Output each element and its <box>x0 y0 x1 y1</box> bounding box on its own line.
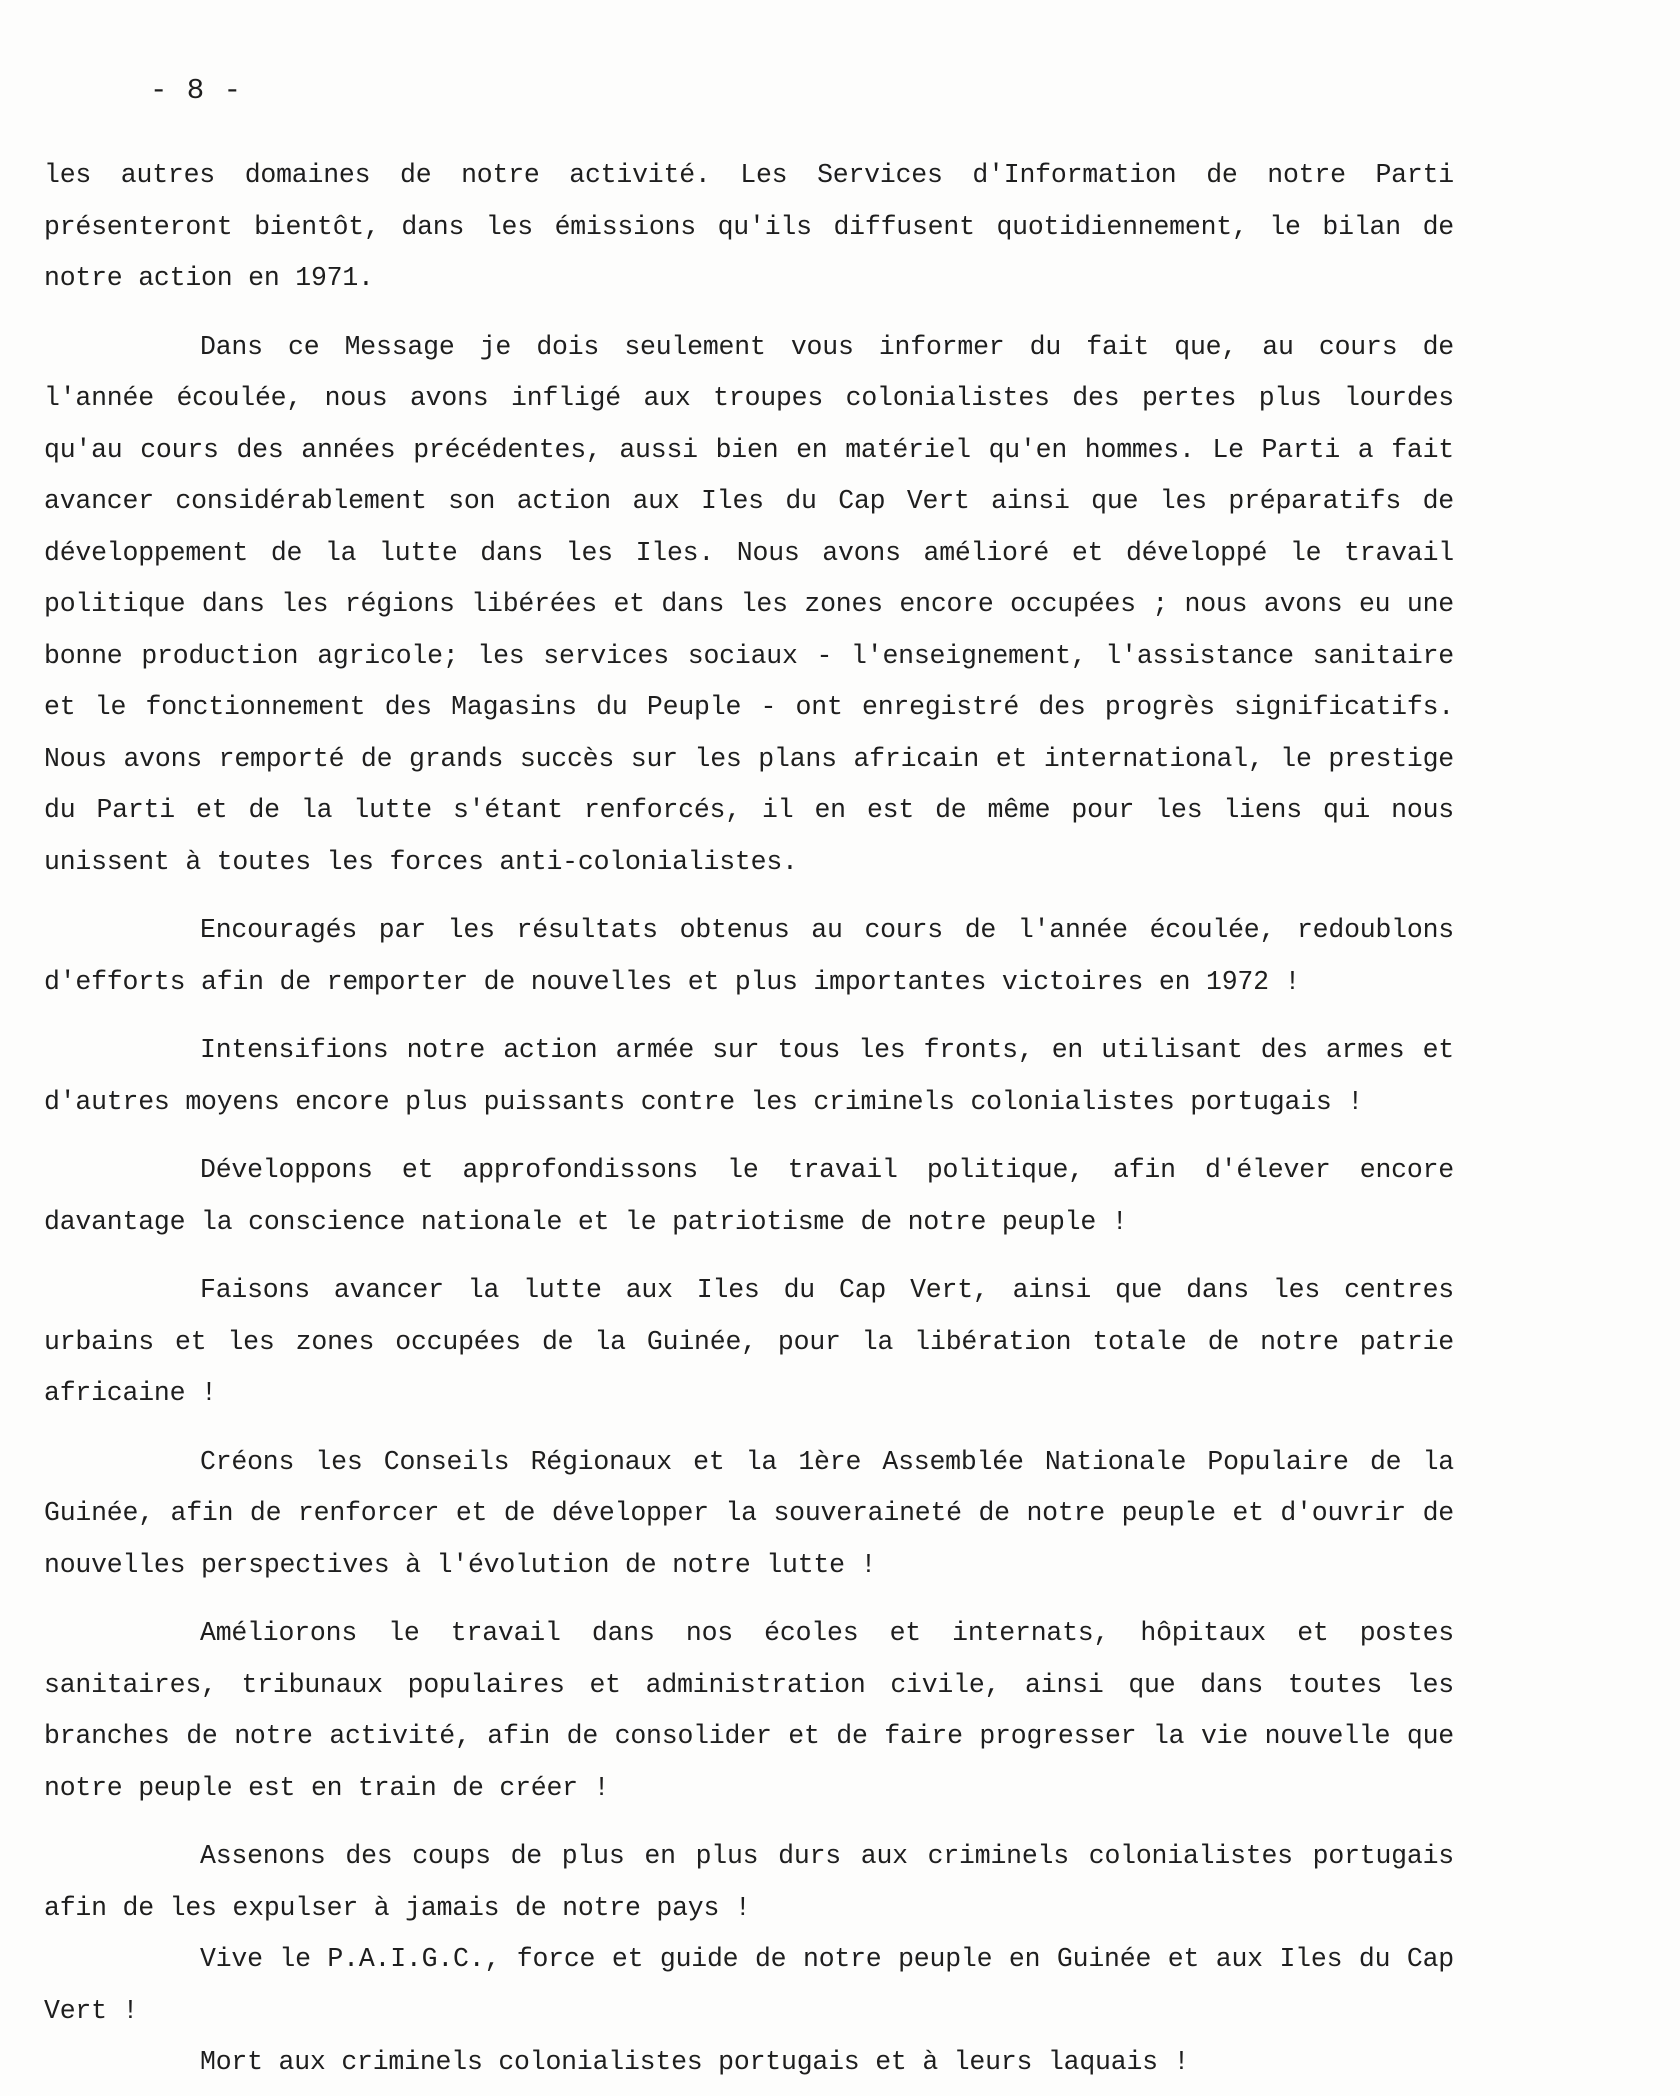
paragraph-schools-hospitals: Améliorons le travail dans nos écoles et internats, hôpitaux et postes sanitaires, tribunaux populaires et administration civile, ainsi que dans toutes les branches de notre activité, afin de consolider et de faire progresser la vie nouvelle que notre peuple est en train de créer ! <box>44 1618 1454 1803</box>
paragraph-continuation: les autres domaines de notre activité. Les Services d'Information de notre Parti présenteront bientôt, dans les émissions qu'ils diffusent quotidiennement, le bilan de notre action en 1971. <box>44 160 1454 293</box>
paragraph-armed-action: Intensifions notre action armée sur tous les fronts, en utilisant des armes et d'autres moyens encore plus puissants contre les criminels colonialistes portugais ! <box>44 1035 1454 1117</box>
paragraph-regional-councils: Créons les Conseils Régionaux et la 1ère Assemblée Nationale Populaire de la Guinée, afin de renforcer et de développer la souveraineté de notre peuple et d'ouvrir de nouvelles perspectives à l'évolution de notre lutte ! <box>44 1446 1454 1580</box>
paragraph-vive-paigc: Vive le P.A.I.G.C., force et guide de notre peuple en Guinée et aux Iles du Cap Vert ! <box>44 1944 1454 2026</box>
paragraph-expel-colonialists: Assenons des coups de plus en plus durs aux criminels colonialistes portugais afin de les expulser à jamais de notre pays ! <box>44 1841 1454 1923</box>
document-body <box>44 150 1454 2089</box>
paragraph-mort-aux-criminels: Mort aux criminels colonialistes portugais et à leurs laquais ! <box>200 2047 1190 2077</box>
paragraph-message-summary: Dans ce Message je dois seulement vous informer du fait que, au cours de l'année écoulée, nous avons infligé aux troupes colonialistes des pertes plus lourdes qu'au cours des années précédentes, aussi bien en matériel qu'en hommes. Le Parti a fait avancer considérablement son action aux Iles du Cap Vert ainsi que les préparatifs de développement de la lutte dans les Iles. Nous avons amélioré et développé le travail politique dans les régions libérées et dans les zones encore occupées ; nous avons eu une bonne production agricole; les services sociaux - l'enseignement, l'assistance sanitaire et le fonctionnement des Magasins du Peuple - ont enregistré des progrès significatifs. Nous avons remporté de grands succès sur les plans africain et international, le prestige du Parti et de la lutte s'étant renforcés, il en est de même pour les liens qui nous unissent à toutes les forces anti-colonialistes. <box>44 331 1454 877</box>
paragraph-political-work: Développons et approfondissons le travail politique, afin d'élever encore davantage la conscience nationale et le patriotisme de notre peuple ! <box>44 1155 1454 1237</box>
paragraph-encouragement: Encouragés par les résultats obtenus au cours de l'année écoulée, redoublons d'efforts afin de remporter de nouvelles et plus importantes victoires en 1972 ! <box>44 915 1454 997</box>
page-number: - 8 - <box>150 74 243 107</box>
paragraph-cape-verde-struggle: Faisons avancer la lutte aux Iles du Cap Vert, ainsi que dans les centres urbains et les zones occupées de la Guinée, pour la libération totale de notre patrie africaine ! <box>44 1275 1454 1408</box>
